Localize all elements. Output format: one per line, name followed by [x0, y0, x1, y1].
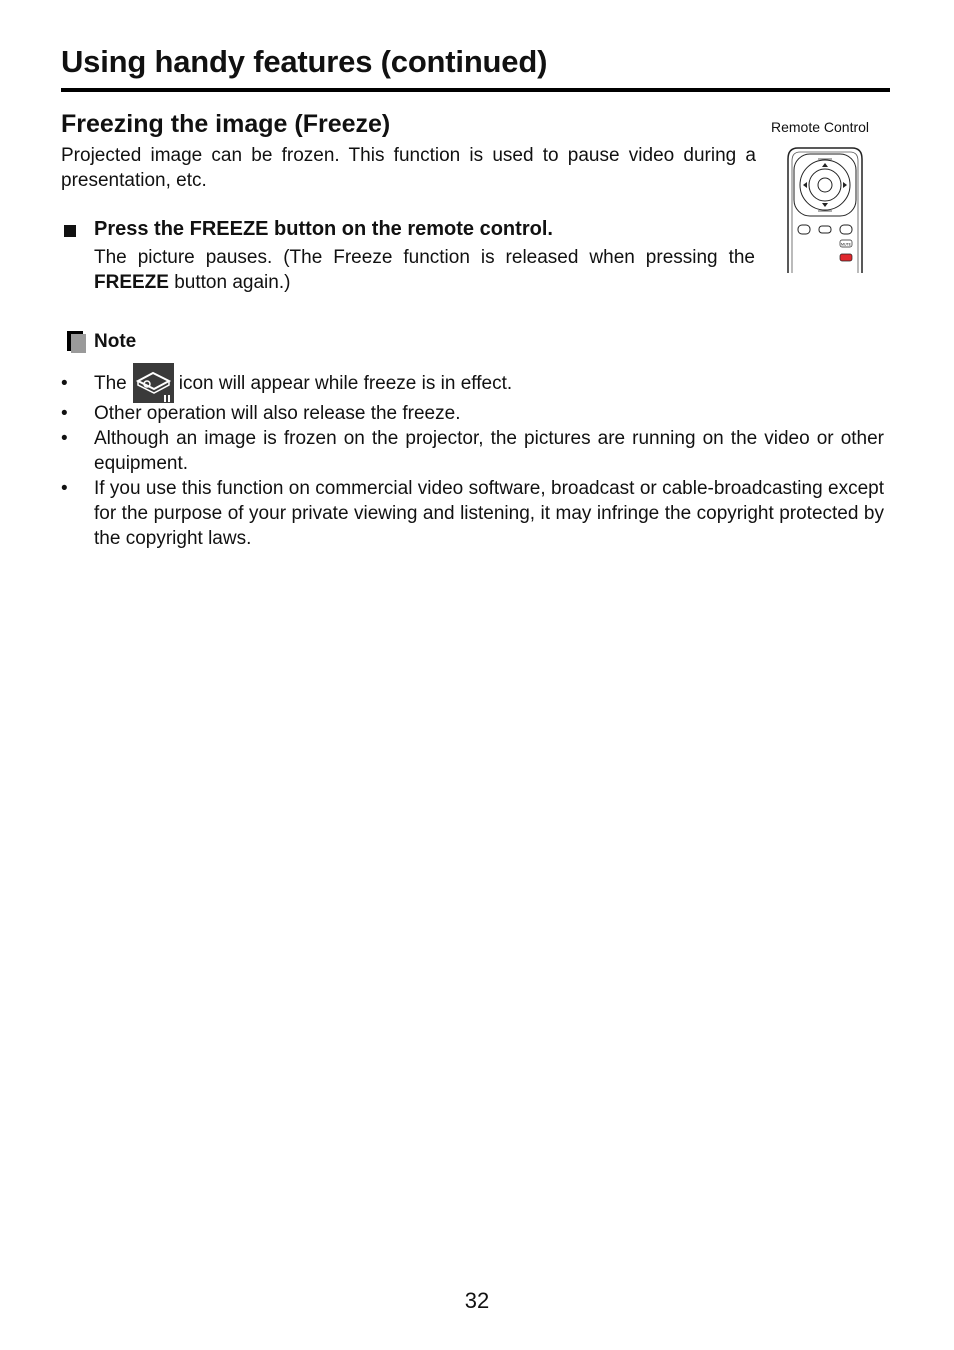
step-body: The picture pauses. (The Freeze function is released when pressing the FREEZE button again.) — [94, 247, 755, 293]
note-item: • Although an image is frozen on the projector, the pictures are running on the video or other equipment. — [61, 428, 884, 474]
step-heading: Press the FREEZE button on the remote control. — [94, 218, 553, 240]
bullet: • — [61, 403, 68, 424]
bullet: • — [61, 428, 68, 449]
note-item: • If you use this function on commercial video software, broadcast or cable-broadcasting except for the purpose of your private viewing and listening, it may infringe the copyright protected by the copyright laws. — [61, 478, 884, 549]
note-icon — [67, 331, 86, 353]
section-title: Freezing the image (Freeze) — [61, 110, 391, 138]
remote-caption: Remote Control — [771, 119, 870, 135]
title-rule — [61, 88, 890, 92]
section-intro: Projected image can be frozen. This function is used to pause video during a presentation, etc. — [61, 145, 756, 191]
bullet: • — [61, 478, 68, 499]
note-item: • Other operation will also release the freeze. — [61, 403, 461, 424]
step-bullet — [64, 225, 76, 237]
note-label: Note — [94, 331, 137, 352]
freeze-indicator-icon — [133, 363, 174, 403]
note-item: • The icon will appear while freeze is in effect. — [61, 365, 884, 401]
note-list — [61, 365, 884, 551]
mute-label: MUTE — [841, 242, 851, 247]
page-title: Using handy features (continued) — [61, 44, 548, 79]
remote-control-illustration — [784, 145, 866, 273]
page-number: 32 — [464, 1288, 490, 1313]
freeze-button-highlight — [840, 254, 852, 261]
bullet: • — [61, 373, 68, 394]
